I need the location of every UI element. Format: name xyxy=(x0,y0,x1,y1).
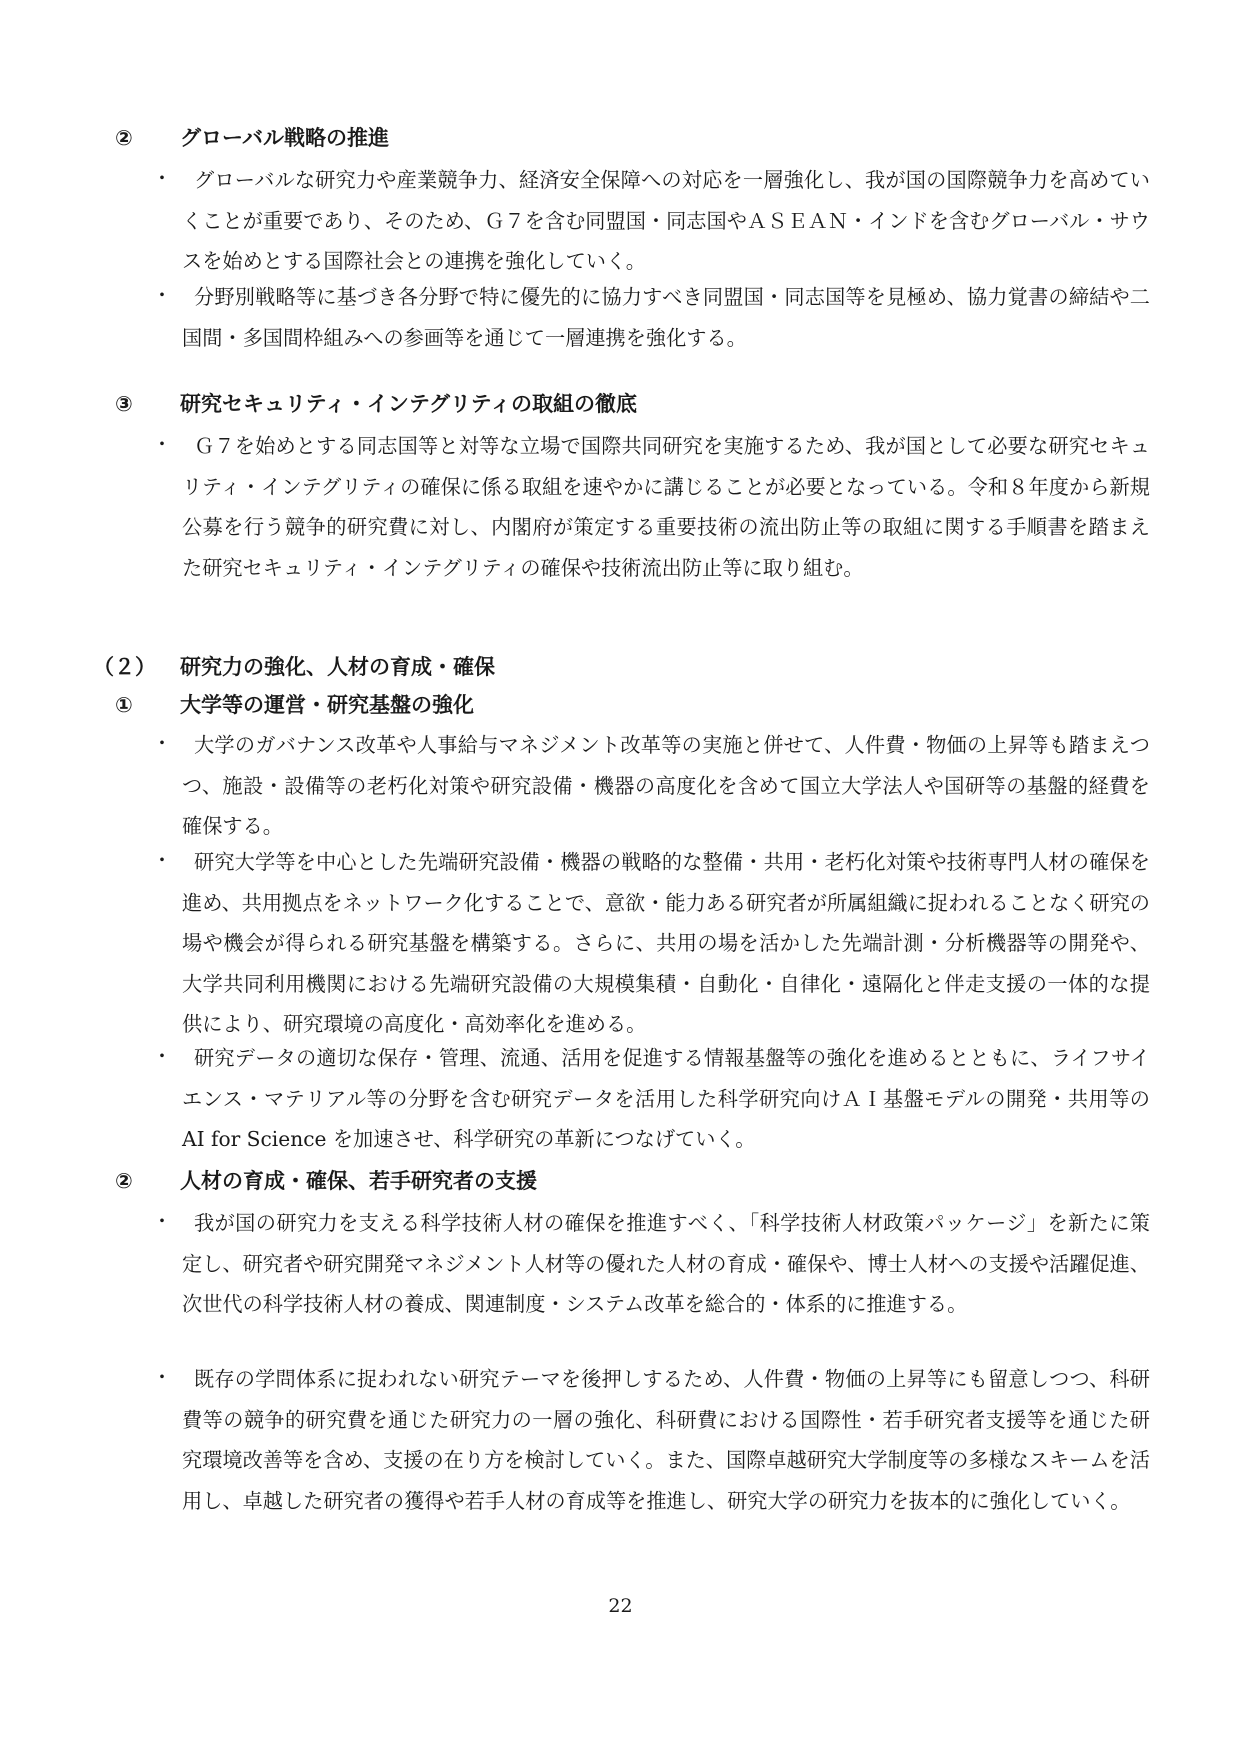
section-number: ③ xyxy=(115,392,133,416)
paragraph: Ｇ７を始めとする同志国等と対等な立場で国際共同研究を実施するため、我が国として必要な研究セキュリティ・インテグリティの確保に係る取組を速やかに講じることが必要となっている。令和８年度から新規公募を行う競争的研究費に対し、内閣府が策定する重要技術の流出防止等の取組に関する手順書を踏まえた研究セキュリティ・インテグリティの確保や技術流出防止等に取り組む。 xyxy=(182,434,1150,580)
paragraph: 既存の学問体系に捉われない研究テーマを後押しするため、人件費・物価の上昇等にも留意しつつ、科研費等の競争的研究費を通じた研究力の一層の強化、科研費における国際性・若手研究者支援等を通じた研究環境改善等を含め、支援の在り方を検討していく。また、国際卓越研究大学制度等の多様なスキームを活用し、卓越した研究者の獲得や若手人材の育成等を推進し、研究大学の研究力を抜本的に強化していく。 xyxy=(182,1367,1150,1513)
bullet-mark: ・ xyxy=(152,731,172,755)
paragraph: 分野別戦略等に基づき各分野で特に優先的に協力すべき同盟国・同志国等を見極め、協力覚書の締結や二国間・多国間枠組みへの参画等を通じて一層連携を強化する。 xyxy=(182,285,1150,350)
section-title: グローバル戦略の推進 xyxy=(180,126,389,150)
paragraph: 大学のガバナンス改革や人事給与マネジメント改革等の実施と併せて、人件費・物価の上昇等も踏まえつつ、施設・設備等の老朽化対策や研究設備・機器の高度化を含めて国立大学法人や国研等の基盤的経費を確保する。 xyxy=(182,733,1150,838)
section-number: ② xyxy=(115,126,133,150)
paragraph: 我が国の研究力を支える科学技術人材の確保を推進すべく、「科学技術人材政策パッケージ」を新たに策定し、研究者や研究開発マネジメント人材等の優れた人材の育成・確保や、博士人材への支援や活躍促進、次世代の科学技術人材の養成、関連制度・システム改革を総合的・体系的に推進する。 xyxy=(182,1211,1150,1316)
page-number: 22 xyxy=(608,1595,633,1617)
chapter-number: （２） xyxy=(93,655,156,679)
bullet-mark: ・ xyxy=(152,166,172,190)
bullet-mark: ・ xyxy=(152,1209,172,1233)
section-title: 人材の育成・確保、若手研究者の支援 xyxy=(180,1169,537,1193)
section-title: 研究セキュリティ・インテグリティの取組の徹底 xyxy=(180,392,637,416)
bullet-mark: ・ xyxy=(152,848,172,872)
paragraph: グローバルな研究力や産業競争力、経済安全保障への対応を一層強化し、我が国の国際競争力を高めていくことが重要であり、そのため、Ｇ７を含む同盟国・同志国やＡＳＥＡＮ・インドを含むグローバル・サウスを始めとする国際社会との連携を強化していく。 xyxy=(182,168,1150,273)
bullet-mark: ・ xyxy=(152,283,172,307)
bullet-mark: ・ xyxy=(152,1044,172,1068)
bullet-mark: ・ xyxy=(152,432,172,456)
section-title: 大学等の運営・研究基盤の強化 xyxy=(180,693,474,717)
chapter-title: 研究力の強化、人材の育成・確保 xyxy=(180,655,495,679)
section-number: ② xyxy=(115,1169,133,1193)
paragraph: 研究大学等を中心とした先端研究設備・機器の戦略的な整備・共用・老朽化対策や技術専門人材の確保を進め、共用拠点をネットワーク化することで、意欲・能力ある研究者が所属組織に捉われることなく研究の場や機会が得られる研究基盤を構築する。さらに、共用の場を活かした先端計測・分析機器等の開発や、大学共同利用機関における先端研究設備の大規模集積・自動化・自律化・遠隔化と伴走支援の一体的な提供により、研究環境の高度化・高効率化を進める。 xyxy=(182,850,1150,1036)
section-number: ① xyxy=(115,693,133,717)
bullet-mark: ・ xyxy=(152,1365,172,1389)
paragraph: 研究データの適切な保存・管理、流通、活用を促進する情報基盤等の強化を進めるとともに、ライフサイエンス・マテリアル等の分野を含む研究データを活用した科学研究向けＡＩ基盤モデルの開発・共用等の AI for Science を加速させ、科学研究の革新につなげていく。 xyxy=(182,1046,1150,1151)
